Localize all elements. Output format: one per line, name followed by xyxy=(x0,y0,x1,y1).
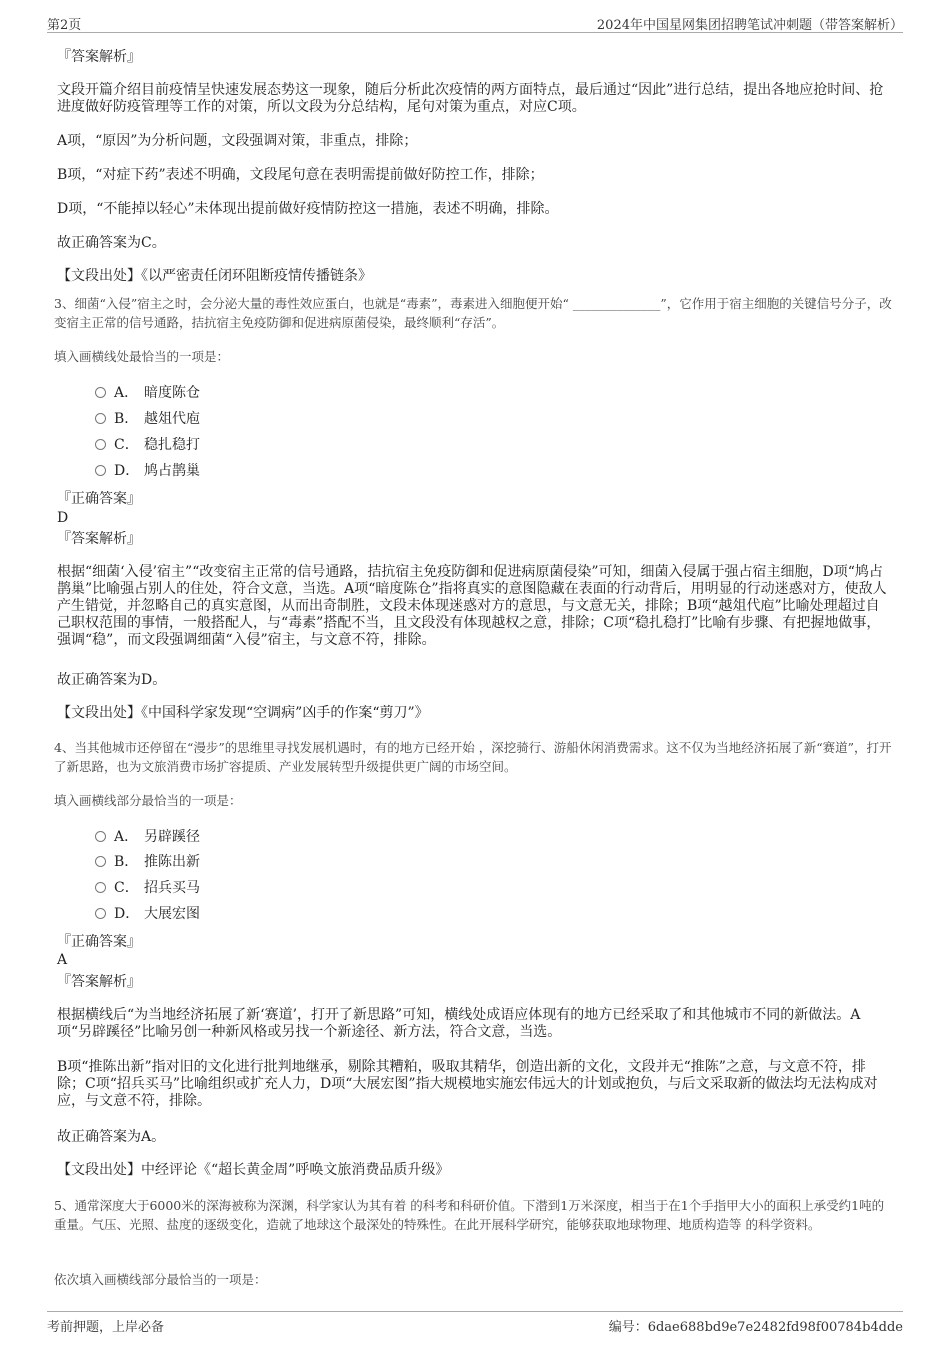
analysis-label: 『答案解析』 xyxy=(57,531,141,547)
source: 【文段出处】《以严密责任闭环阻断疫情传播链条》 xyxy=(57,268,372,284)
question-prompt: 填入画横线部分最恰当的一项是： xyxy=(54,793,242,808)
analysis-paragraph: A项，“原因”为分析问题，文段强调对策，非重点，排除； xyxy=(57,133,418,149)
analysis-paragraph: 文段开篇介绍目前疫情呈快速发展态势这一现象，随后分析此次疫情的两方面特点，最后通过“因此”进行总结，提出各地应抢时间、抢进度做好防疫管理等工作的对策，所以文段为分总结构，尾句对策为重点，对应C项。 xyxy=(57,82,884,115)
footer-slogan: 考前押题，上岸必备 xyxy=(47,1320,165,1335)
analysis-paragraph: 根据横线后“为当地经济拓展了新‘赛道’，打开了新思路”可知，横线处成语应体现有的地方已经采取了和其他城市不同的新做法。A项“另辟蹊径”比喻另创一种新风格或另找一个新途径、新方法，符合文意，当选。 xyxy=(57,1007,861,1040)
source: 【文段出处】中经评论《“超长黄金周”呼唤文旅消费品质升级》 xyxy=(57,1162,450,1178)
analysis-paragraph: D项，“不能掉以轻心”未体现出提前做好疫情防控这一措施，表述不明确，排除。 xyxy=(57,201,559,217)
page-footer xyxy=(47,1311,903,1342)
radio-button[interactable] xyxy=(95,439,106,450)
analysis-paragraph: 根据“细菌‘入侵’宿主”“改变宿主正常的信号通路，拮抗宿主免疫防御和促进病原菌侵染”可知，细菌入侵属于强占宿主细胞，D项“鸠占鹊巢”比喻强占别人的住处，符合文意，当选。A项“暗度陈仓”指将真实的意图隐藏在表面的行动背后，用明显的行动迷惑对方，使敌人产生错觉，并忽略自己的真实意图，从而出奇制胜，文段未体现迷惑对方的意思，与文意无关，排除；B项“越俎代庖”比喻处理超过自己职权范围的事情，一般搭配人，与“毒素”搭配不当，且文段没有体现越权之意，排除；C项“稳扎稳打”比喻有步骤、有把握地做事，强调“稳”，而文段强调细菌“入侵”宿主，与文意不符，排除。 xyxy=(57,564,887,648)
analysis-label: 『答案解析』 xyxy=(57,974,141,990)
option-a[interactable]: A． 另辟蹊径 xyxy=(95,827,200,847)
analysis-label: 『答案解析』 xyxy=(57,49,141,65)
answer-value: D xyxy=(57,510,69,526)
radio-button[interactable] xyxy=(95,856,106,867)
option-d[interactable]: D． 鸠占鹊巢 xyxy=(95,461,200,481)
option-c[interactable]: C． 稳扎稳打 xyxy=(95,435,200,455)
conclusion: 故正确答案为D。 xyxy=(57,672,167,688)
option-a[interactable]: A． 暗度陈仓 xyxy=(95,383,200,403)
answer-label: 『正确答案』 xyxy=(57,934,141,950)
page-number: 第2页 xyxy=(47,18,82,33)
radio-button[interactable] xyxy=(95,831,106,842)
page-header xyxy=(47,10,903,33)
source: 【文段出处】《中国科学家发现“空调病”凶手的作案“剪刀”》 xyxy=(57,705,429,721)
question-stem: 4、当其他城市还停留在“漫步”的思维里寻找发展机遇时，有的地方已经开始 ，深挖骑行、游船休闲消费需求。这不仅为当地经济拓展了新“赛道”，打开了新思路，也为文旅消费市场扩容提质、产业发展转型升级提供更广阔的市场空间。 xyxy=(54,740,892,774)
answer-value: A xyxy=(57,952,68,968)
conclusion: 故正确答案为A。 xyxy=(57,1129,166,1145)
question-prompt: 依次填入画横线部分最恰当的一项是： xyxy=(54,1272,267,1287)
radio-button[interactable] xyxy=(95,465,106,476)
option-b[interactable]: B． 推陈出新 xyxy=(95,852,200,872)
analysis-paragraph: B项，“对症下药”表述不明确，文段尾句意在表明需提前做好防控工作，排除； xyxy=(57,167,544,183)
question-stem: 3、细菌“入侵”宿主之时，会分泌大量的毒性效应蛋白，也就是“毒素”，毒素进入细胞便开始“ ______________”，它作用于宿主细胞的关键信号分子，改变宿主正常的信号通路，拮抗宿主免疫防御和促进病原菌侵染，最终顺利“存活”。 xyxy=(54,296,892,330)
conclusion: 故正确答案为C。 xyxy=(57,235,166,251)
radio-button[interactable] xyxy=(95,882,106,893)
radio-button[interactable] xyxy=(95,413,106,424)
question-prompt: 填入画横线处最恰当的一项是： xyxy=(54,349,230,364)
document-title: 2024年中国星网集团招聘笔试冲刺题（带答案解析） xyxy=(596,18,903,33)
radio-button[interactable] xyxy=(95,908,106,919)
document-id: 编号：6dae688bd9e7e2482fd98f00784b4dde xyxy=(608,1320,903,1335)
answer-label: 『正确答案』 xyxy=(57,491,141,507)
option-c[interactable]: C． 招兵买马 xyxy=(95,878,200,898)
option-d[interactable]: D． 大展宏图 xyxy=(95,904,200,924)
radio-button[interactable] xyxy=(95,387,106,398)
option-b[interactable]: B． 越俎代庖 xyxy=(95,409,200,429)
question-stem: 5、通常深度大于6000米的深海被称为深渊，科学家认为其有着 的科考和科研价值。下潜到1万米深度，相当于在1个手指甲大小的面积上承受约1吨的重量。气压、光照、盐度的逐级变化，造就了地球这个最深处的特殊性。在此开展科学研究，能够获取地球物理、地质构造等 的科学资料。 xyxy=(54,1198,885,1232)
analysis-paragraph: B项“推陈出新”指对旧的文化进行批判地继承，剔除其糟粕，吸取其精华，创造出新的文化，文段并无“推陈”之意，与文意不符，排除；C项“招兵买马”比喻组织或扩充人力，D项“大展宏图”指大规模地实施宏伟远大的计划或抱负，与后文采取新的做法均无法构成对应，与文意不符，排除。 xyxy=(57,1059,878,1109)
